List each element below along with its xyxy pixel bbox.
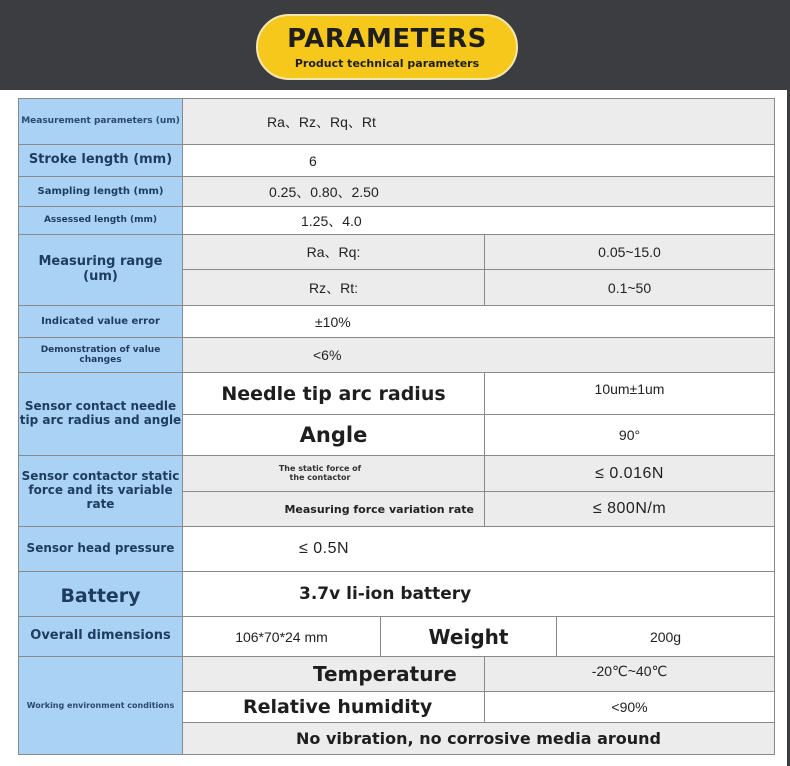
row-label: Sampling length (mm) bbox=[19, 177, 183, 207]
humidity-value: <90% bbox=[485, 692, 775, 723]
table-row bbox=[19, 657, 775, 692]
row-value: 0.25、0.80、2.50 bbox=[183, 177, 775, 207]
row-label: Sensor contact needle tip arc radius and angle bbox=[19, 373, 183, 456]
table-row bbox=[19, 572, 775, 617]
row-label: Indicated value error bbox=[19, 306, 183, 338]
environment-note: No vibration, no corrosive media around bbox=[183, 723, 775, 755]
table-row bbox=[19, 177, 775, 207]
page-subtitle: Product technical parameters bbox=[294, 57, 480, 70]
row-value: ≤ 0.5N bbox=[183, 527, 775, 572]
table-row bbox=[19, 373, 775, 415]
table-row bbox=[19, 456, 775, 492]
row-label: Overall dimensions bbox=[19, 617, 183, 657]
range-ra-rq-label: Ra、Rq: bbox=[183, 235, 485, 270]
header-banner bbox=[0, 0, 790, 90]
row-value: ±10% bbox=[183, 306, 775, 338]
parameters-table bbox=[18, 98, 775, 755]
table-row bbox=[19, 145, 775, 177]
row-value: Ra、Rz、Rq、Rt bbox=[183, 99, 775, 145]
row-value: 1.25、4.0 bbox=[183, 207, 775, 235]
row-value: <6% bbox=[183, 338, 775, 373]
row-label: Demonstration of value changes bbox=[19, 338, 183, 373]
angle-value: 90° bbox=[485, 415, 775, 456]
angle-label: Angle bbox=[183, 415, 485, 456]
row-label: Sensor head pressure bbox=[19, 527, 183, 572]
range-rz-rt-value: 0.1~50 bbox=[485, 270, 775, 306]
table-row bbox=[19, 617, 775, 657]
table-row bbox=[19, 338, 775, 373]
table-row bbox=[19, 527, 775, 572]
row-label: Stroke length (mm) bbox=[19, 145, 183, 177]
temperature-value: -20℃~40℃ bbox=[485, 657, 775, 692]
table-row bbox=[19, 207, 775, 235]
parameters-badge bbox=[256, 14, 518, 80]
dimensions-value: 106*70*24 mm bbox=[183, 617, 381, 657]
row-value: 3.7v li-ion battery bbox=[183, 572, 775, 617]
range-ra-rq-value: 0.05~15.0 bbox=[485, 235, 775, 270]
row-value: 6 bbox=[183, 145, 775, 177]
humidity-label: Relative humidity bbox=[183, 692, 485, 723]
table-row bbox=[19, 99, 775, 145]
weight-label: Weight bbox=[381, 617, 557, 657]
row-label: Measuring range (um) bbox=[19, 235, 183, 306]
range-rz-rt-label: Rz、Rt: bbox=[183, 270, 485, 306]
row-label: Working environment conditions bbox=[19, 657, 183, 755]
force-variation-value: ≤ 800N/m bbox=[485, 492, 775, 527]
page-title: PARAMETERS bbox=[287, 24, 487, 54]
row-label: Battery bbox=[19, 572, 183, 617]
needle-radius-value: 10um±1um bbox=[485, 373, 775, 415]
static-force-label: The static force of the contactor bbox=[183, 456, 485, 492]
row-label: Measurement parameters (um) bbox=[19, 99, 183, 145]
row-label: Sensor contactor static force and its variable rate bbox=[19, 456, 183, 527]
needle-radius-label: Needle tip arc radius bbox=[183, 373, 485, 415]
static-force-value: ≤ 0.016N bbox=[485, 456, 775, 492]
weight-value: 200g bbox=[557, 617, 775, 657]
table-row bbox=[19, 306, 775, 338]
row-label: Assessed length (mm) bbox=[19, 207, 183, 235]
force-variation-label: Measuring force variation rate bbox=[183, 492, 485, 527]
table-row bbox=[19, 235, 775, 270]
temperature-label: Temperature bbox=[183, 657, 485, 692]
